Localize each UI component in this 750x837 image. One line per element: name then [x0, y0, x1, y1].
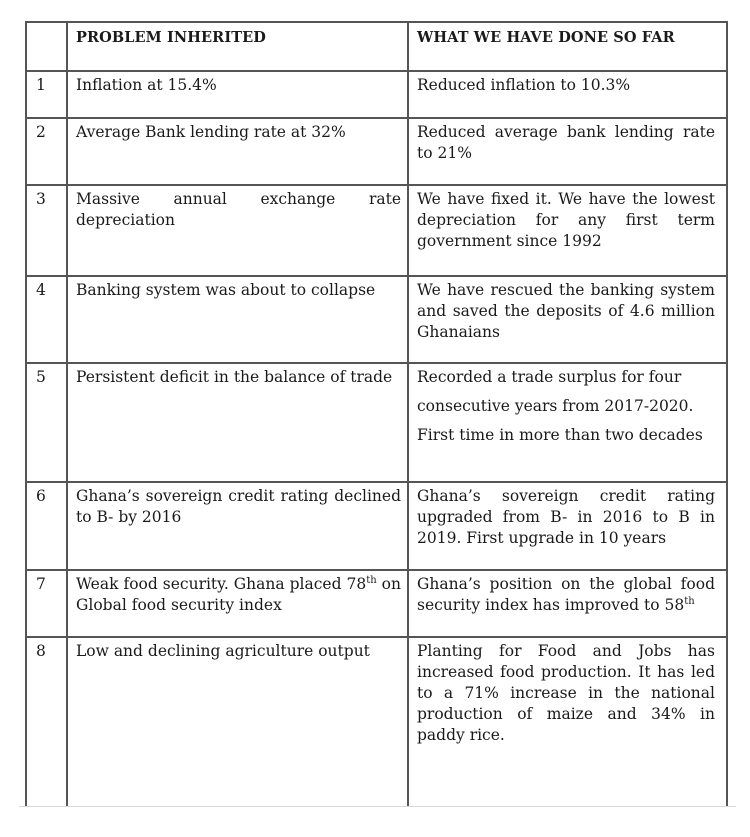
- table-row: [27, 638, 726, 807]
- row-number: 1: [27, 72, 68, 117]
- done-cell: [409, 119, 722, 184]
- problem-cell: Banking system was about to collapse: [68, 277, 409, 362]
- row-number: 2: [27, 119, 68, 184]
- problem-cell: Ghana’s sovereign credit rating declined to B- by 2016: [68, 483, 409, 569]
- table-row: [27, 364, 726, 483]
- done-cell: [409, 364, 722, 481]
- problem-text: Weak food security. Ghana placed 78: [76, 575, 367, 593]
- problem-cell: Inflation at 15.4%: [68, 72, 409, 117]
- table-row: [27, 119, 726, 186]
- row-number: 8: [27, 638, 68, 807]
- row-number: 5: [27, 364, 68, 481]
- problem-cell: Low and declining agriculture output: [68, 638, 409, 807]
- done-text: We have rescued the banking system and saved the deposits of 4.6 million Ghanaians: [417, 281, 715, 341]
- header-number: [27, 23, 68, 70]
- row-number: 3: [27, 186, 68, 275]
- table-row: [27, 72, 726, 119]
- done-cell: [409, 483, 722, 569]
- done-text-line-2: consecutive years from 2017-2020.: [417, 397, 694, 415]
- done-text: Reduced average bank lending rate to 21%: [417, 123, 715, 162]
- problem-text-tail: on Global food security index: [76, 575, 401, 614]
- done-cell: [409, 72, 722, 117]
- done-cell: [409, 638, 722, 807]
- done-text: Planting for Food and Jobs has increased food production. It has led to a 71% increase in the national production of maize and 34% in paddy rice.: [417, 642, 715, 744]
- problem-cell: [68, 571, 409, 636]
- header-problem-inherited: PROBLEM INHERITED: [68, 23, 409, 70]
- done-text: Reduced inflation to 10.3%: [417, 76, 631, 94]
- done-cell: [409, 186, 722, 275]
- done-text: Ghana’s sovereign credit rating upgraded from B- in 2016 to B in 2019. First upgrade in 10 years: [417, 487, 715, 547]
- table-row: [27, 483, 726, 571]
- table-header-row: [27, 23, 726, 72]
- header-what-we-have-done: WHAT WE HAVE DONE SO FAR: [417, 29, 675, 46]
- ordinal-suffix: th: [684, 596, 695, 607]
- table-row: [27, 571, 726, 638]
- row-number: 6: [27, 483, 68, 569]
- achievements-table: [25, 21, 728, 807]
- row-number: 4: [27, 277, 68, 362]
- done-text: We have fixed it. We have the lowest depreciation for any first term government since 1992: [417, 190, 715, 250]
- table-row: [27, 186, 726, 277]
- problem-cell: Persistent deficit in the balance of trade: [68, 364, 409, 481]
- done-cell: [409, 571, 722, 636]
- problem-cell: Massive annual exchange rate depreciation: [68, 186, 409, 275]
- row-number: 7: [27, 571, 68, 636]
- done-text: Ghana’s position on the global food security index has improved to 58: [417, 575, 715, 614]
- table-bottom-rule: [19, 806, 736, 807]
- done-cell: [409, 277, 722, 362]
- done-text-line-1: Recorded a trade surplus for four: [417, 368, 682, 386]
- table-row: [27, 277, 726, 364]
- done-text-line-3: First time in more than two decades: [417, 426, 703, 444]
- ordinal-suffix: th: [366, 575, 377, 586]
- problem-cell: Average Bank lending rate at 32%: [68, 119, 409, 184]
